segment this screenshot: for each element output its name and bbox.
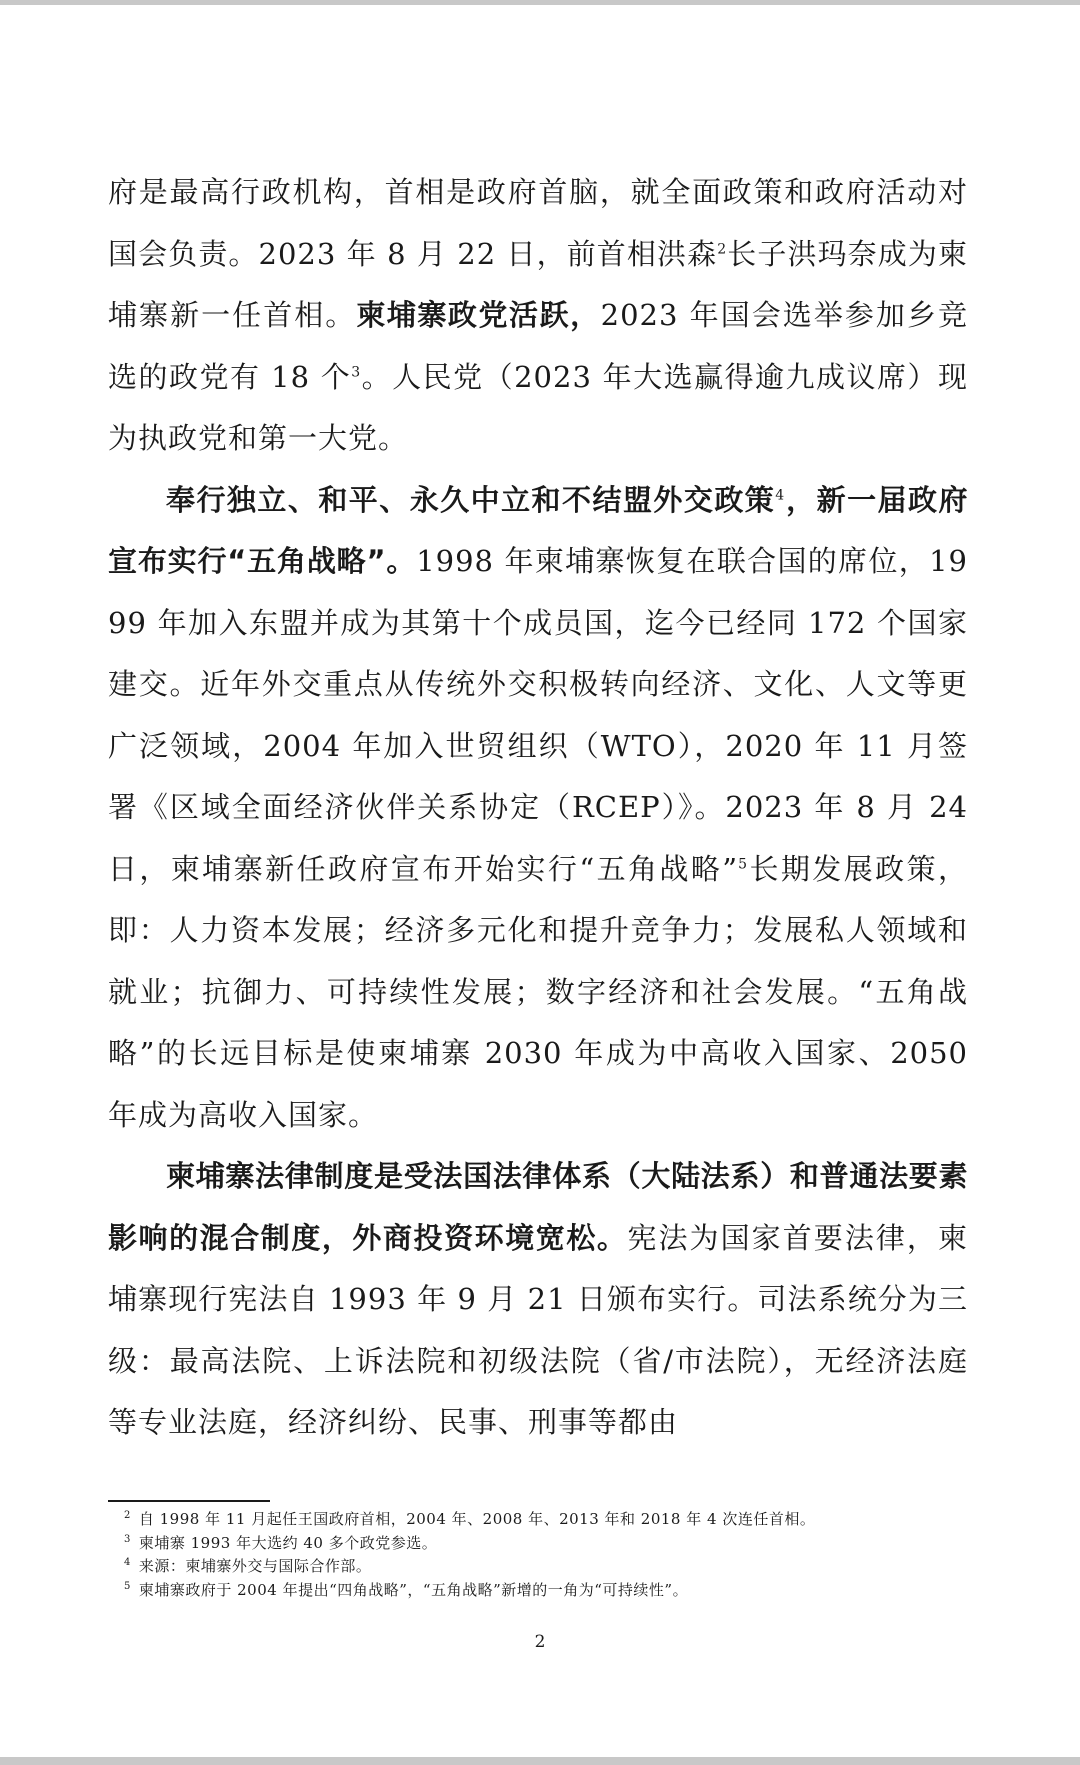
text-run: 宪法为国家首要法律，柬埔寨现行宪法自 1993 年 9 月 21 日颁布实行。司法系统分为三级：最高法院、上诉法院和初级法院（省/市法院），无经济法庭等专业法庭，经济纠纷、民事、刑事等都由 (108, 1220, 968, 1439)
document-body (108, 162, 968, 1454)
footnote (124, 1508, 984, 1532)
bold-text: ，新一届政府宣布实行“五角战略”。 (108, 482, 968, 578)
text-run: 1998 年柬埔寨恢复在联合国的席位，1999 年加入东盟并成为其第十个成员国，迄今已经同 172 个国家建交。近年外交重点从传统外交积极转向经济、文化、人文等更广泛领域，2004 年加入世贸组织（WTO），2020 年 11 月签署《区域全面经济伙伴关系协定（RCEP）》。2023 年 8 月 24 日，柬埔寨新任政府宣布开始实行“五角战略” (108, 544, 968, 886)
footnote-ref: 3 (351, 363, 362, 380)
page-number: 2 (534, 1632, 546, 1652)
bold-text: 奉行独立、和平、永久中立和不结盟外交政策 (166, 482, 776, 517)
footnotes (124, 1508, 984, 1602)
bold-text: 柬埔寨政党活跃， (356, 298, 601, 332)
bottom-edge (0, 1757, 1080, 1765)
text-run: 2023 年国会选举参加乡竞选的政党有 18 个 (108, 298, 968, 394)
footnote-text: 柬埔寨政府于 2004 年提出“四角战略”，“五角战略”新增的一角为“可持续性”。 (138, 1580, 689, 1599)
footnote-number: 4 (124, 1557, 131, 1568)
footnote-text: 来源：柬埔寨外交与国际合作部。 (138, 1557, 372, 1575)
footnote-ref: 5 (738, 855, 749, 872)
text-run: 府是最高行政机构，首相是政府首脑，就全面政策和政府活动对国会负责。2023 年 8 月 22 日，前首相洪森 (108, 175, 968, 271)
paragraph (108, 162, 968, 470)
bold-text: 柬埔寨法律制度是受法国法律体系（大陆法系）和普通法要素影响的混合制度，外商投资环境宽松。 (108, 1159, 968, 1255)
footnote-number: 5 (124, 1580, 131, 1592)
footnote-ref: 2 (717, 240, 728, 257)
paragraph (108, 1146, 968, 1454)
footnote-text: 柬埔寨 1993 年大选约 40 多个政党参选。 (138, 1533, 438, 1552)
footnote (124, 1579, 984, 1603)
paragraph (108, 470, 968, 1147)
top-edge (0, 0, 1080, 5)
footnote-separator (108, 1500, 270, 1502)
text-run: 长期发展政策，即：人力资本发展；经济多元化和提升竞争力；发展私人领域和就业；抗御力、可持续性发展；数字经济和社会发展。“五角战略”的长远目标是使柬埔寨 2030 年成为中高收入国家、2050 年成为高收入国家。 (108, 851, 968, 1132)
footnote (124, 1555, 984, 1579)
footnote-text: 自 1998 年 11 月起任王国政府首相，2004 年、2008 年、2013 年和 2018 年 4 次连任首相。 (138, 1510, 816, 1528)
text-run: 长子洪玛奈成为柬埔寨新一任首相。 (108, 236, 968, 332)
footnote (124, 1532, 984, 1556)
footnote-number: 2 (124, 1510, 131, 1521)
footnote-number: 3 (124, 1533, 131, 1545)
footnote-ref: 4 (775, 486, 786, 503)
text-run: 。人民党（2023 年大选赢得逾九成议席）现为执政党和第一大党。 (108, 359, 968, 455)
